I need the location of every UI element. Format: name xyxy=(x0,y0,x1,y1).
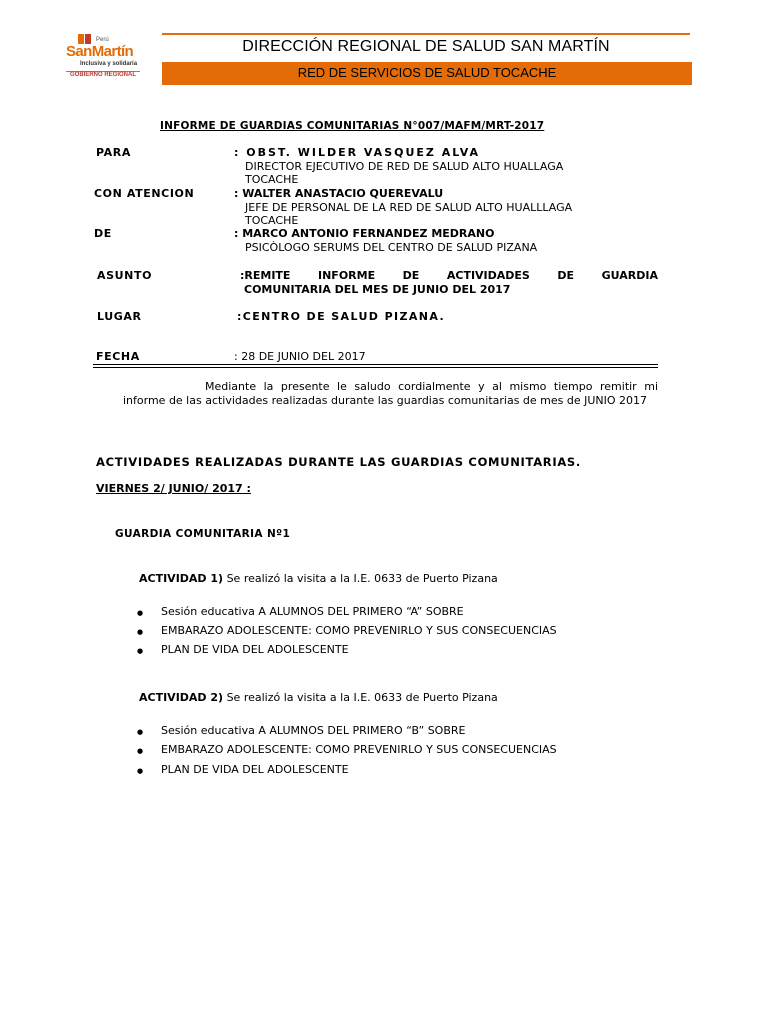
activity-2-text: Se realizó la visita a la I.E. 0633 de Puerto Pizana xyxy=(223,691,498,704)
activity-2-bullet: Sesión educativa A ALUMNOS DEL PRIMERO “B” SOBRE xyxy=(161,724,466,737)
asunto-word: DE xyxy=(402,269,420,282)
asunto-word: :REMITE xyxy=(240,269,291,282)
bullet-icon: ● xyxy=(137,609,144,617)
activity-2-bullet: PLAN DE VIDA DEL ADOLESCENTE xyxy=(161,763,349,776)
con-atencion-label: CON ATENCION xyxy=(94,187,195,200)
con-atencion-name: : WALTER ANASTACIO QUEREVALU xyxy=(234,187,444,200)
intro-line2: informe de las actividades realizadas durante las guardias comunitarias de mes de JUNIO 2017 xyxy=(123,394,648,407)
con-atencion-line1: JEFE DE PERSONAL DE LA RED DE SALUD ALTO HUALLLAGA xyxy=(245,201,573,214)
activity-1-bullet: Sesión educativa A ALUMNOS DEL PRIMERO “A” SOBRE xyxy=(161,605,464,618)
logo-country: Perú xyxy=(96,37,109,43)
activity-1-text: Se realizó la visita a la I.E. 0633 de Puerto Pizana xyxy=(223,572,498,585)
activity-1 xyxy=(139,572,498,585)
para-line1: DIRECTOR EJECUTIVO DE RED DE SALUD ALTO HUALLAGA xyxy=(245,160,564,173)
para-label: PARA xyxy=(96,146,131,159)
bullet-icon: ● xyxy=(137,647,144,655)
activity-1-bullet: EMBARAZO ADOLESCENTE: COMO PREVENIRLO Y SUS CONSECUENCIAS xyxy=(161,624,557,637)
section-title: ACTIVIDADES REALIZADAS DURANTE LAS GUARDIAS COMUNITARIAS. xyxy=(96,455,581,469)
activity-2-label: ACTIVIDAD 2) xyxy=(139,691,224,704)
fecha-value: : 28 DE JUNIO DEL 2017 xyxy=(234,350,366,363)
date-heading: VIERNES 2/ JUNIO/ 2017 : xyxy=(96,482,251,495)
de-label: DE xyxy=(94,227,112,240)
de-name: : MARCO ANTONIO FERNANDEZ MEDRANO xyxy=(234,227,495,240)
asunto-line1 xyxy=(240,269,658,282)
asunto-line2: COMUNITARIA DEL MES DE JUNIO DEL 2017 xyxy=(244,283,511,296)
con-atencion-line2: TOCACHE xyxy=(245,214,299,227)
logo-brand: SanMartín xyxy=(66,43,134,60)
asunto-word: INFORME xyxy=(318,269,376,282)
lugar-label: LUGAR xyxy=(97,310,142,323)
bullet-icon: ● xyxy=(137,628,144,636)
logo-gobierno: GOBIERNO REGIONAL xyxy=(66,71,140,81)
bullet-icon: ● xyxy=(137,767,144,775)
asunto-label: ASUNTO xyxy=(97,269,153,282)
divider-top xyxy=(93,364,658,365)
activity-1-label: ACTIVIDAD 1) xyxy=(139,572,224,585)
header-title: DIRECCIÓN REGIONAL DE SALUD SAN MARTÍN xyxy=(242,38,610,55)
divider-bottom xyxy=(93,367,658,368)
activity-2 xyxy=(139,691,498,704)
asunto-word: GUARDIA xyxy=(601,269,658,282)
header-subtitle: RED DE SERVICIOS DE SALUD TOCACHE xyxy=(297,65,557,80)
asunto-word: ACTIVIDADES xyxy=(446,269,530,282)
activity-1-bullet: PLAN DE VIDA DEL ADOLESCENTE xyxy=(161,643,349,656)
para-name: : OBST. WILDER VASQUEZ ALVA xyxy=(234,146,481,159)
bullet-icon: ● xyxy=(137,728,144,736)
header-band xyxy=(162,62,692,85)
activity-2-bullet: EMBARAZO ADOLESCENTE: COMO PREVENIRLO Y SUS CONSECUENCIAS xyxy=(161,743,557,756)
bullet-icon: ● xyxy=(137,747,144,755)
document-title: INFORME DE GUARDIAS COMUNITARIAS N°007/MAFM/MRT-2017 xyxy=(160,120,545,132)
intro-line1: Mediante la presente le saludo cordialmente y al mismo tiempo remitir mi xyxy=(205,380,658,393)
header-rule xyxy=(162,33,690,35)
gobierno-regional-logo xyxy=(60,33,150,85)
para-line2: TOCACHE xyxy=(245,173,299,186)
asunto-word: DE xyxy=(557,269,575,282)
logo-tagline: Inclusiva y solidaria xyxy=(80,61,138,67)
lugar-value: :CENTRO DE SALUD PIZANA. xyxy=(237,310,446,323)
guardia-heading: GUARDIA COMUNITARIA Nº1 xyxy=(115,528,291,540)
de-line1: PSICÒLOGO SERUMS DEL CENTRO DE SALUD PIZANA xyxy=(245,241,538,254)
fecha-label: FECHA xyxy=(96,350,140,363)
